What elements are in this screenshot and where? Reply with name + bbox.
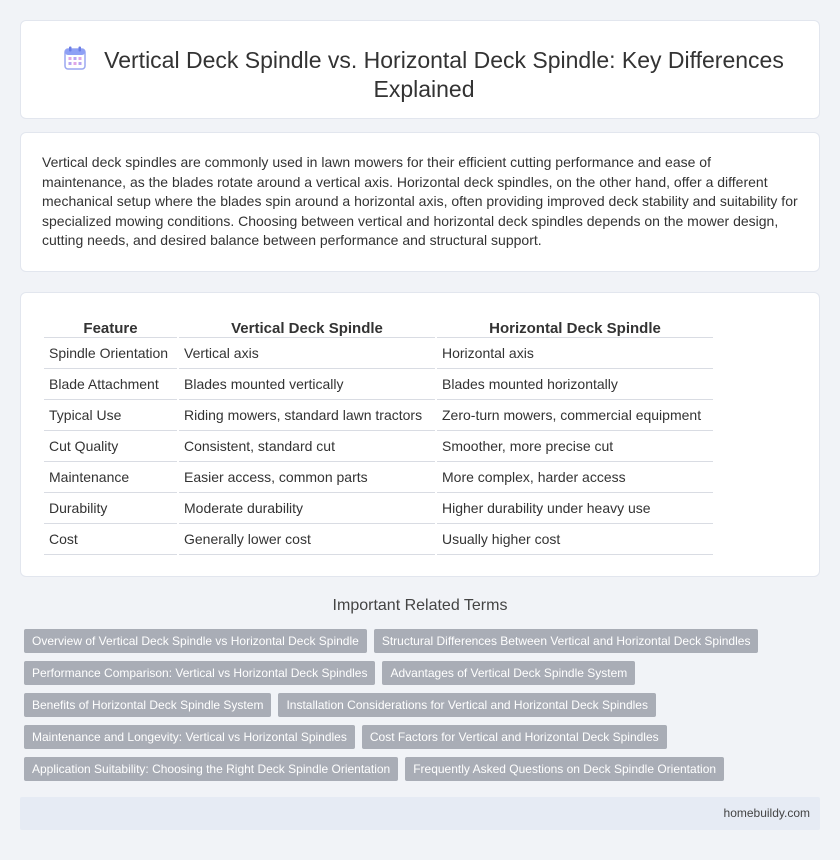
feature-cell: Spindle Orientation: [44, 338, 177, 369]
related-term-link[interactable]: Structural Differences Between Vertical and Horizontal Deck Spindles: [374, 629, 759, 653]
related-term-link[interactable]: Cost Factors for Vertical and Horizontal Deck Spindles: [362, 725, 667, 749]
header-vertical: Vertical Deck Spindle: [179, 315, 435, 338]
horizontal-cell: Horizontal axis: [437, 338, 713, 369]
related-terms-title: Important Related Terms: [332, 597, 508, 614]
table-row: [44, 338, 713, 369]
related-term-link[interactable]: Application Suitability: Choosing the Right Deck Spindle Orientation: [24, 757, 398, 781]
related-term-link[interactable]: Overview of Vertical Deck Spindle vs Horizontal Deck Spindle: [24, 629, 367, 653]
comparison-table: [42, 315, 715, 555]
tag-row: [24, 661, 814, 685]
horizontal-cell: More complex, harder access: [437, 462, 713, 493]
related-terms-list: [24, 629, 814, 789]
vertical-cell: Moderate durability: [179, 493, 435, 524]
footer-bar: [20, 797, 820, 830]
horizontal-cell: Higher durability under heavy use: [437, 493, 713, 524]
page-title-wrap: [51, 46, 797, 104]
tag-row: [24, 693, 814, 717]
vertical-cell: Consistent, standard cut: [179, 431, 435, 462]
feature-cell: Cut Quality: [44, 431, 177, 462]
related-term-link[interactable]: Frequently Asked Questions on Deck Spindle Orientation: [405, 757, 724, 781]
related-term-link[interactable]: Advantages of Vertical Deck Spindle System: [382, 661, 635, 685]
header-card: [20, 20, 820, 119]
footer-site-link[interactable]: homebuildy.com: [723, 806, 810, 820]
table-row: [44, 462, 713, 493]
horizontal-cell: Zero-turn mowers, commercial equipment: [437, 400, 713, 431]
tag-row: [24, 629, 814, 653]
related-term-link[interactable]: Installation Considerations for Vertical and Horizontal Deck Spindles: [278, 693, 656, 717]
vertical-cell: Riding mowers, standard lawn tractors: [179, 400, 435, 431]
horizontal-cell: Blades mounted horizontally: [437, 369, 713, 400]
related-term-link[interactable]: Benefits of Horizontal Deck Spindle System: [24, 693, 271, 717]
table-row: [44, 493, 713, 524]
comparison-card: [20, 292, 820, 577]
intro-paragraph: Vertical deck spindles are commonly used in lawn mowers for their efficient cutting performance and ease of maintenance, as the blades rotate around a vertical axis. Horizontal deck spindles, on the other hand, offer a different mechanical setup where the blades spin around a horizontal axis, often providing improved deck stability and suitability for specialized mowing conditions. Choosing between vertical and horizontal deck spindles depends on the mower design, cutting needs, and desired balance between performance and structural support.: [42, 154, 798, 248]
tag-row: [24, 725, 814, 749]
feature-cell: Cost: [44, 524, 177, 555]
related-term-link[interactable]: Performance Comparison: Vertical vs Horizontal Deck Spindles: [24, 661, 375, 685]
vertical-cell: Easier access, common parts: [179, 462, 435, 493]
feature-cell: Durability: [44, 493, 177, 524]
feature-cell: Blade Attachment: [44, 369, 177, 400]
header-horizontal: Horizontal Deck Spindle: [437, 315, 713, 338]
calendar-icon: [64, 46, 86, 70]
table-row: [44, 400, 713, 431]
intro-card: [20, 132, 820, 272]
feature-cell: Maintenance: [44, 462, 177, 493]
header-feature: Feature: [44, 315, 177, 338]
horizontal-cell: Smoother, more precise cut: [437, 431, 713, 462]
tag-row: [24, 757, 814, 781]
vertical-cell: Blades mounted vertically: [179, 369, 435, 400]
related-term-link[interactable]: Maintenance and Longevity: Vertical vs Horizontal Spindles: [24, 725, 355, 749]
table-header-row: [44, 315, 713, 338]
vertical-cell: Vertical axis: [179, 338, 435, 369]
feature-cell: Typical Use: [44, 400, 177, 431]
table-row: [44, 369, 713, 400]
horizontal-cell: Usually higher cost: [437, 524, 713, 555]
table-row: [44, 524, 713, 555]
vertical-cell: Generally lower cost: [179, 524, 435, 555]
table-row: [44, 431, 713, 462]
page-title: Vertical Deck Spindle vs. Horizontal Deck Spindle: Key Differences Explained: [104, 47, 784, 102]
